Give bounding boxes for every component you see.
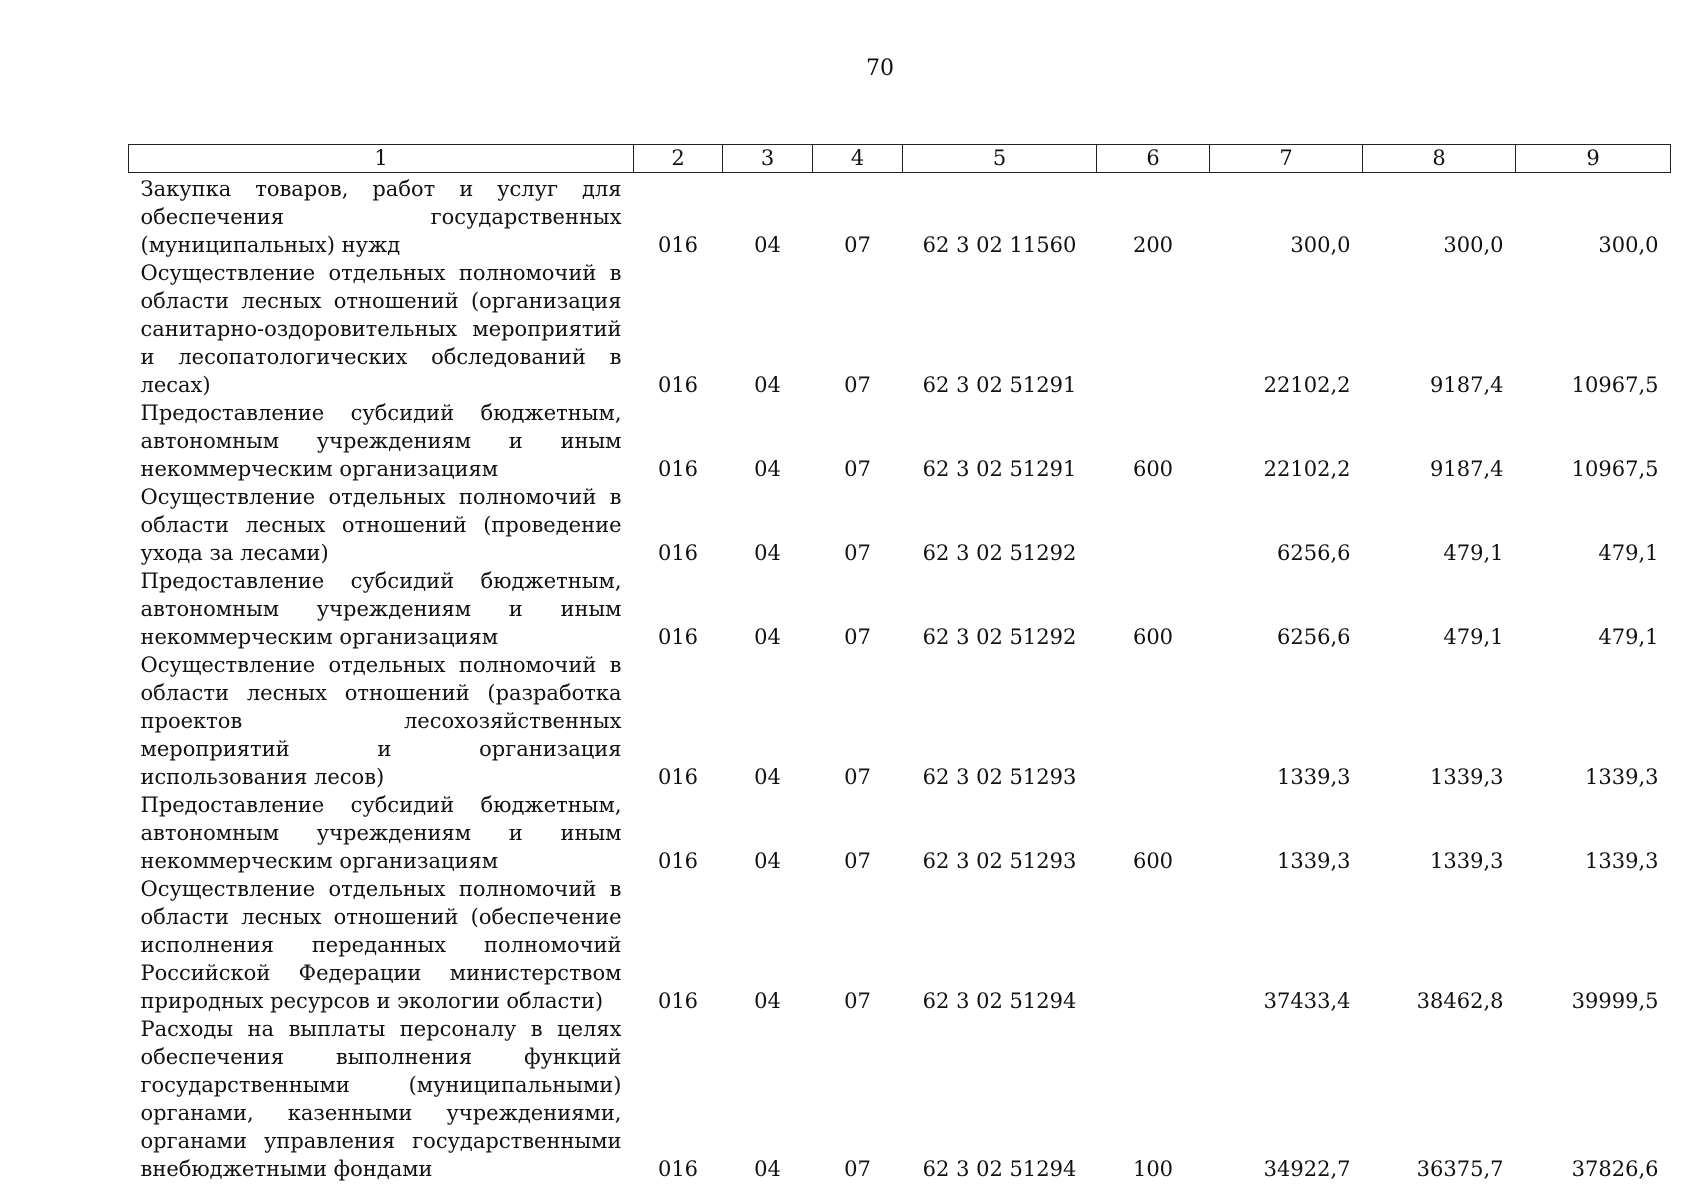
table-row: [129, 483, 1671, 567]
subsection-code: 07: [844, 625, 871, 649]
ministry-code: 016: [657, 849, 699, 873]
row-description: Предоставление субсидий бюджетным, автономным учреждениям и иным некоммерческим организациям: [140, 401, 622, 481]
table-header: [129, 145, 1671, 173]
header-col-8: 8: [1363, 145, 1516, 173]
row-description: Предоставление субсидий бюджетным, автономным учреждениям и иным некоммерческим организациям: [140, 793, 622, 873]
amount-year-3: 479,1: [1598, 541, 1659, 565]
ministry-code: 016: [657, 1157, 699, 1181]
amount-year-1: 6256,6: [1277, 625, 1351, 649]
row-description: Осуществление отдельных полномочий в области лесных отношений (обеспечение исполнения переданных полномочий Российской Федерации министерством природных ресурсов и экологии области): [140, 877, 622, 1013]
ministry-code: 016: [657, 989, 699, 1013]
amount-year-1: 6256,6: [1277, 541, 1351, 565]
table-row: [129, 1015, 1671, 1183]
target-article-code: 62 3 02 51294: [922, 1157, 1077, 1181]
section-code: 04: [754, 989, 781, 1013]
table-row: [129, 651, 1671, 791]
amount-year-1: 300,0: [1290, 233, 1351, 257]
subsection-code: 07: [844, 233, 871, 257]
row-description: Осуществление отдельных полномочий в области лесных отношений (разработка проектов лесохозяйственных мероприятий и организация использования лесов): [140, 653, 622, 789]
subsection-code: 07: [844, 849, 871, 873]
section-code: 04: [754, 233, 781, 257]
ministry-code: 016: [657, 625, 699, 649]
expense-type-code: [1097, 651, 1210, 791]
header-col-4: 4: [813, 145, 903, 173]
section-code: 04: [754, 1157, 781, 1181]
amount-year-3: 1339,3: [1585, 765, 1659, 789]
subsection-code: 07: [844, 541, 871, 565]
amount-year-2: 9187,4: [1430, 457, 1504, 481]
subsection-code: 07: [844, 989, 871, 1013]
expense-type-code: 600: [1132, 625, 1174, 649]
amount-year-3: 1339,3: [1585, 849, 1659, 873]
section-code: 04: [754, 765, 781, 789]
subsection-code: 07: [844, 1157, 871, 1181]
expense-type-code: 100: [1132, 1157, 1174, 1181]
ministry-code: 016: [657, 541, 699, 565]
amount-year-3: 39999,5: [1571, 989, 1659, 1013]
table-body: [129, 173, 1671, 1184]
amount-year-2: 300,0: [1443, 233, 1504, 257]
amount-year-1: 1339,3: [1277, 765, 1351, 789]
row-description: Закупка товаров, работ и услуг для обеспечения государственных (муниципальных) нужд: [140, 177, 622, 257]
ministry-code: 016: [657, 457, 699, 481]
page-number: 70: [866, 56, 894, 81]
row-description: Предоставление субсидий бюджетным, автономным учреждениям и иным некоммерческим организациям: [140, 569, 622, 649]
expense-type-code: 600: [1132, 457, 1174, 481]
amount-year-2: 38462,8: [1416, 989, 1504, 1013]
amount-year-1: 22102,2: [1263, 373, 1351, 397]
section-code: 04: [754, 541, 781, 565]
budget-table: [128, 144, 1671, 1183]
expense-type-code: [1097, 875, 1210, 1015]
amount-year-1: 1339,3: [1277, 849, 1351, 873]
header-col-7: 7: [1210, 145, 1363, 173]
target-article-code: 62 3 02 51292: [922, 625, 1077, 649]
amount-year-1: 22102,2: [1263, 457, 1351, 481]
amount-year-3: 479,1: [1598, 625, 1659, 649]
subsection-code: 07: [844, 457, 871, 481]
target-article-code: 62 3 02 51293: [922, 849, 1077, 873]
target-article-code: 62 3 02 51292: [922, 541, 1077, 565]
section-code: 04: [754, 457, 781, 481]
table-row: [129, 875, 1671, 1015]
target-article-code: 62 3 02 51293: [922, 765, 1077, 789]
expense-type-code: 200: [1132, 233, 1174, 257]
section-code: 04: [754, 373, 781, 397]
amount-year-1: 34922,7: [1263, 1157, 1351, 1181]
header-row: [129, 145, 1671, 173]
table-row: [129, 259, 1671, 399]
table-row: [129, 567, 1671, 651]
target-article-code: 62 3 02 51294: [922, 989, 1077, 1013]
header-col-3: 3: [723, 145, 813, 173]
table-row: [129, 173, 1671, 260]
row-description: Расходы на выплаты персоналу в целях обеспечения выполнения функций государственными (муниципальными) органами, казенными учреждениями, органами управления государственными внебюджетными фондами: [140, 1017, 622, 1181]
header-col-6: 6: [1097, 145, 1210, 173]
target-article-code: 62 3 02 51291: [922, 373, 1077, 397]
amount-year-2: 9187,4: [1430, 373, 1504, 397]
amount-year-3: 10967,5: [1571, 457, 1659, 481]
target-article-code: 62 3 02 51291: [922, 457, 1077, 481]
amount-year-3: 37826,6: [1571, 1157, 1659, 1181]
ministry-code: 016: [657, 765, 699, 789]
expense-type-code: 600: [1132, 849, 1174, 873]
amount-year-2: 479,1: [1443, 625, 1504, 649]
header-col-9: 9: [1516, 145, 1671, 173]
header-col-5: 5: [903, 145, 1097, 173]
amount-year-2: 479,1: [1443, 541, 1504, 565]
amount-year-2: 1339,3: [1430, 849, 1504, 873]
expense-type-code: [1097, 483, 1210, 567]
amount-year-3: 10967,5: [1571, 373, 1659, 397]
row-description: Осуществление отдельных полномочий в области лесных отношений (организация санитарно-оздоровительных мероприятий и лесопатологических обследований в лесах): [140, 261, 622, 397]
header-col-2: 2: [634, 145, 723, 173]
subsection-code: 07: [844, 373, 871, 397]
amount-year-2: 1339,3: [1430, 765, 1504, 789]
amount-year-3: 300,0: [1598, 233, 1659, 257]
table-row: [129, 791, 1671, 875]
expense-type-code: [1097, 259, 1210, 399]
row-description: Осуществление отдельных полномочий в области лесных отношений (проведение ухода за лесами): [140, 485, 622, 565]
ministry-code: 016: [657, 373, 699, 397]
table-row: [129, 399, 1671, 483]
amount-year-2: 36375,7: [1416, 1157, 1504, 1181]
target-article-code: 62 3 02 11560: [922, 233, 1077, 257]
amount-year-1: 37433,4: [1263, 989, 1351, 1013]
subsection-code: 07: [844, 765, 871, 789]
header-col-1: 1: [129, 145, 634, 173]
section-code: 04: [754, 849, 781, 873]
section-code: 04: [754, 625, 781, 649]
ministry-code: 016: [657, 233, 699, 257]
